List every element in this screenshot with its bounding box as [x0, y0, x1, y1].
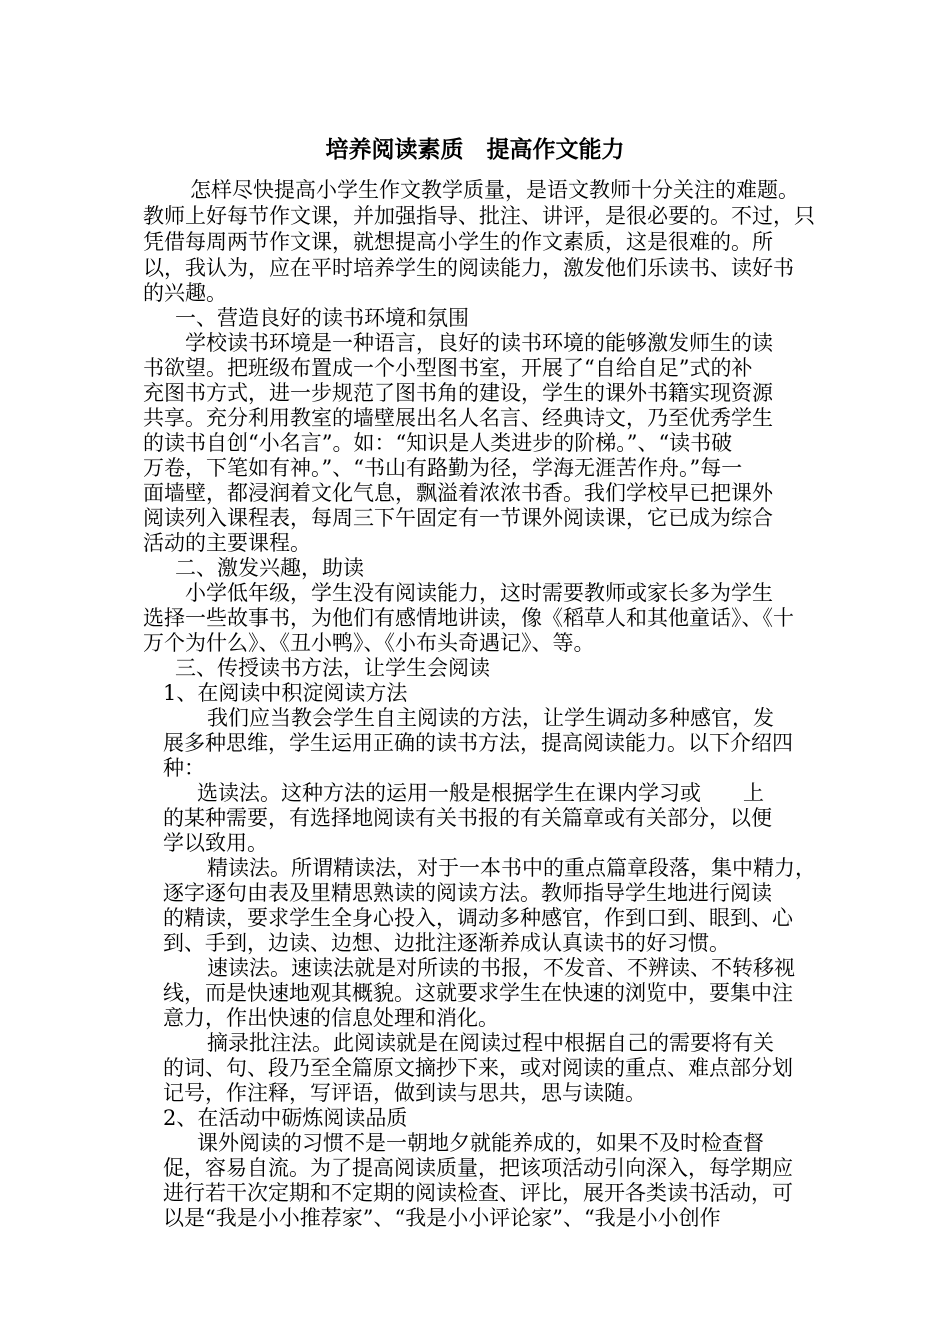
text-line: 万卷，下笔如有神。”、“书山有路勤为径，学海无涯苦作舟。”每一	[143, 456, 743, 480]
text-line: 怎样尽快提高小学生作文教学质量，是语文教师十分关注的难题。	[190, 178, 799, 202]
text-line: 意力，作出快速的信息处理和消化。	[163, 1006, 499, 1030]
text-line: 展多种思维，学生运用正确的读书方法，提高阅读能力。以下介绍四	[163, 731, 793, 755]
text-line: 学校读书环境是一种语言，良好的读书环境的能够激发师生的读	[185, 331, 773, 355]
section-heading: 一、营造良好的读书环境和氛围	[175, 306, 469, 330]
section-heading: 二、激发兴趣，助读	[175, 556, 364, 580]
text-line: 的读书自创“小名言”。如：“知识是人类进步的阶梯。”、“读书破	[143, 431, 733, 455]
text-line: 以是“我是小小推荐家”、“我是小小评论家”、“我是小小创作	[163, 1206, 721, 1230]
text-line: 的兴趣。	[143, 281, 227, 305]
text-line: 记号，作注释，写评语，做到读与思共，思与读随。	[163, 1081, 646, 1105]
text-line: 进行若干次定期和不定期的阅读检查、评比，展开各类读书活动，可	[163, 1181, 793, 1205]
text-line: 到、手到，边读、边想、边批注逐渐养成认真读书的好习惯。	[163, 931, 730, 955]
text-line: 速读法。速读法就是对所读的书报，不发音、不辨读、不转移视	[207, 956, 795, 980]
text-line: 课外阅读的习惯不是一朝地夕就能养成的，如果不及时检查督	[197, 1131, 764, 1155]
document-title: 培养阅读素质 提高作文能力	[325, 137, 625, 163]
text-line: 逐字逐句由表及里精思熟读的阅读方法。教师指导学生地进行阅读	[163, 881, 772, 905]
subsection-heading: 1、在阅读中积淀阅读方法	[163, 681, 408, 705]
text-line: 阅读列入课程表，每周三下午固定有一节课外阅读课，它已成为综合	[143, 506, 773, 530]
text-line: 我们应当教会学生自主阅读的方法，让学生调动多种感官，发	[207, 706, 774, 730]
text-line: 精读法。所谓精读法，对于一本书中的重点篇章段落，集中精力，	[207, 856, 816, 880]
text-line: 摘录批注法。此阅读就是在阅读过程中根据自己的需要将有关	[207, 1031, 774, 1055]
text-line: 教师上好每节作文课，并加强指导、批注、讲评，是很必要的。不过，只	[143, 204, 815, 228]
text-line: 凭借每周两节作文课，就想提高小学生的作文素质，这是很难的。所	[143, 230, 773, 254]
text-line: 充图书方式，进一步规范了图书角的建设，学生的课外书籍实现资源	[143, 381, 773, 405]
text-line: 的词、句、段乃至全篇原文摘抄下来，或对阅读的重点、难点部分划	[163, 1056, 793, 1080]
section-heading: 三、传授读书方法，让学生会阅读	[175, 656, 490, 680]
text-line: 选读法。这种方法的运用一般是根据学生在课内学习或 上	[197, 781, 764, 805]
text-line: 小学低年级，学生没有阅读能力，这时需要教师或家长多为学生	[185, 581, 773, 605]
subsection-heading: 2、在活动中砺炼阅读品质	[163, 1106, 408, 1130]
text-line: 线，而是快速地观其概貌。这就要求学生在快速的浏览中，要集中注	[163, 981, 793, 1005]
text-line: 书欲望。把班级布置成一个小型图书室，开展了“自给自足”式的补	[143, 356, 753, 380]
text-line: 学以致用。	[163, 831, 268, 855]
text-line: 的精读，要求学生全身心投入，调动多种感官，作到口到、眼到、心	[163, 906, 793, 930]
text-line: 种：	[163, 756, 205, 780]
text-line: 选择一些故事书，为他们有感情地讲读，像《稻草人和其他童话》、《十	[143, 606, 794, 630]
text-line: 促，容易自流。为了提高阅读质量，把该项活动引向深入，每学期应	[163, 1156, 793, 1180]
text-line: 共享。充分利用教室的墙壁展出名人名言、经典诗文，乃至优秀学生	[143, 406, 773, 430]
text-line: 活动的主要课程。	[143, 531, 311, 555]
text-line: 面墙壁，都浸润着文化气息，飘溢着浓浓书香。我们学校早已把课外	[143, 481, 773, 505]
text-line: 的某种需要，有选择地阅读有关书报的有关篇章或有关部分，以便	[163, 806, 772, 830]
text-line: 万个为什么》、《丑小鸭》、《小布头奇遇记》、等。	[143, 631, 595, 655]
text-line: 以，我认为，应在平时培养学生的阅读能力，激发他们乐读书、读好书	[143, 256, 794, 280]
